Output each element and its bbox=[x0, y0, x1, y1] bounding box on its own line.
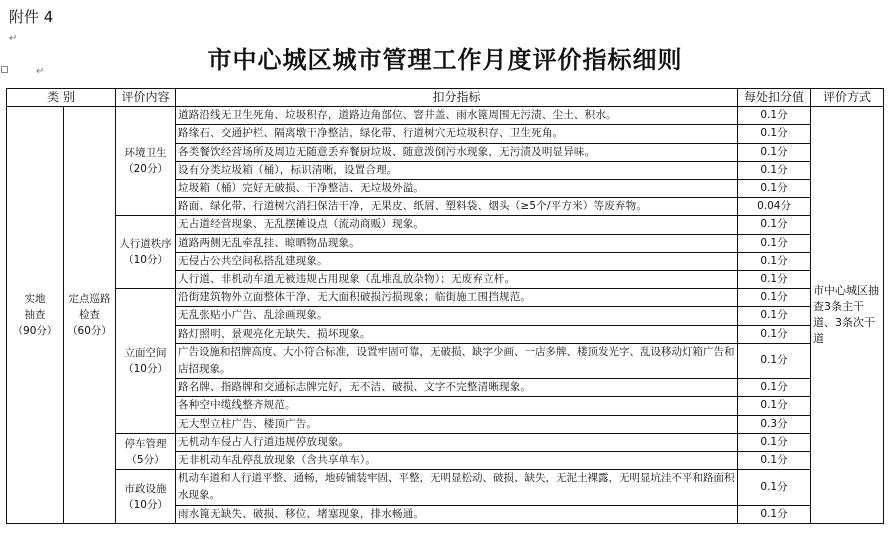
category-sub: 定点巡路 检查 （60分） bbox=[64, 107, 116, 524]
deduction-value: 0.1分 bbox=[738, 125, 811, 143]
indicator-item: 道路沿线无卫生死角、垃圾积存，道路边角部位、窨井盖、雨水篦周围无污渍、尘土、积水。 bbox=[176, 107, 738, 125]
deduction-value: 0.1分 bbox=[738, 216, 811, 234]
deduction-value: 0.1分 bbox=[738, 107, 811, 125]
deduction-value: 0.1分 bbox=[738, 452, 811, 470]
deduction-value: 0.1分 bbox=[738, 252, 811, 270]
header-content: 评价内容 bbox=[116, 89, 176, 107]
indicator-item: 无机动车侵占人行道违规停放现象。 bbox=[176, 433, 738, 451]
deduction-value: 0.3分 bbox=[738, 415, 811, 433]
header-row bbox=[7, 89, 884, 107]
section-name: 停车管理 （5分） bbox=[116, 433, 176, 469]
indicator-item: 机动车道和人行道平整、通畅，地砖铺装牢固、平整，无明显松动、破损、缺失，无泥土裸露，无明显坑洼不平和路面积水现象。 bbox=[176, 470, 738, 505]
indicator-item: 道路两侧无乱牵乱挂、晾晒物品现象。 bbox=[176, 234, 738, 252]
evaluation-table bbox=[6, 88, 884, 524]
deduction-value: 0.1分 bbox=[738, 433, 811, 451]
deduction-value: 0.1分 bbox=[738, 325, 811, 343]
deduction-value: 0.1分 bbox=[738, 161, 811, 179]
deduction-value: 0.1分 bbox=[738, 180, 811, 198]
evaluation-method: 市中心城区抽查3条主干道、3条次干道 bbox=[811, 107, 884, 524]
header-category: 类 别 bbox=[7, 89, 116, 107]
indicator-item: 各种空中缆线整齐规范。 bbox=[176, 397, 738, 415]
deduction-value: 0.1分 bbox=[738, 343, 811, 378]
deduction-value: 0.1分 bbox=[738, 307, 811, 325]
indicator-item: 路灯照明、景观亮化无缺失、损坏现象。 bbox=[176, 325, 738, 343]
header-method: 评价方式 bbox=[811, 89, 884, 107]
section-name: 人行道秩序 （10分） bbox=[116, 216, 176, 289]
deduction-value: 0.1分 bbox=[738, 234, 811, 252]
indicator-item: 无侵占公共空间私搭乱建现象。 bbox=[176, 252, 738, 270]
section-name: 环境卫生 （20分） bbox=[116, 107, 176, 216]
indicator-item: 无非机动车乱停乱放现象（含共享单车）。 bbox=[176, 452, 738, 470]
deduction-value: 0.1分 bbox=[738, 505, 811, 523]
section-name: 市政设施 （10分） bbox=[116, 470, 176, 524]
indicator-item: 设有分类垃圾箱（桶），标识清晰，设置合理。 bbox=[176, 161, 738, 179]
page-title: 市中心城区城市管理工作月度评价指标细则 bbox=[207, 46, 683, 74]
category-main: 实地 抽查 （90分） bbox=[7, 107, 64, 524]
table-row bbox=[7, 470, 884, 505]
indicator-item: 无大型立柱广告、楼顶广告。 bbox=[176, 415, 738, 433]
section-name: 立面空间 （10分） bbox=[116, 289, 176, 434]
header-indicator: 扣分指标 bbox=[176, 89, 738, 107]
indicator-item: 垃圾箱（桶）完好无破损、干净整洁、无垃圾外溢。 bbox=[176, 180, 738, 198]
indicator-item: 广告设施和招牌高度、大小符合标准，设置牢固可靠，无破损、缺字少画、一店多牌、楼顶发光字、乱设移动灯箱广告和店招现象。 bbox=[176, 343, 738, 378]
indicator-item: 路缘石、交通护栏、隔离墩干净整洁，绿化带、行道树穴无垃圾积存、卫生死角。 bbox=[176, 125, 738, 143]
deduction-value: 0.1分 bbox=[738, 271, 811, 289]
table-row bbox=[7, 107, 884, 125]
indicator-item: 路面、绿化带、行道树穴消扫保洁干净，无果皮、纸屑、塑料袋、烟头（≥5个/平方米）等废弃物。 bbox=[176, 198, 738, 216]
table-row bbox=[7, 216, 884, 234]
deduction-value: 0.1分 bbox=[738, 379, 811, 397]
header-deduction: 每处扣分值 bbox=[738, 89, 811, 107]
indicator-item: 人行道、非机动车道无被违规占用现象（乱堆乱放杂物）；无废弃立杆。 bbox=[176, 271, 738, 289]
indicator-item: 无占道经营现象、无乱摆摊设点（流动商贩）现象。 bbox=[176, 216, 738, 234]
indicator-item: 无乱张贴小广告、乱涂画现象。 bbox=[176, 307, 738, 325]
indicator-item: 各类餐饮经营场所及周边无随意丢弃餐厨垃圾、随意泼倒污水现象，无污渍及明显异味。 bbox=[176, 143, 738, 161]
table-row bbox=[7, 433, 884, 451]
indicator-item: 沿街建筑物外立面整体干净、无大面积破损污损现象；临街施工围挡规范。 bbox=[176, 289, 738, 307]
deduction-value: 0.1分 bbox=[738, 289, 811, 307]
attachment-label: 附件 4 ↵ bbox=[9, 8, 54, 44]
indicator-item: 路名牌、指路牌和交通标志牌完好，无不洁、破损、文字不完整清晰现象。 bbox=[176, 379, 738, 397]
paragraph-mark-icon: ↵ bbox=[36, 66, 45, 77]
paragraph-anchor-icon bbox=[1, 66, 8, 73]
deduction-value: 0.04分 bbox=[738, 198, 811, 216]
deduction-value: 0.1分 bbox=[738, 143, 811, 161]
deduction-value: 0.1分 bbox=[738, 470, 811, 505]
table-row bbox=[7, 289, 884, 307]
deduction-value: 0.1分 bbox=[738, 397, 811, 415]
indicator-item: 雨水篦无缺失、破损、移位、堵塞现象，排水畅通。 bbox=[176, 505, 738, 523]
